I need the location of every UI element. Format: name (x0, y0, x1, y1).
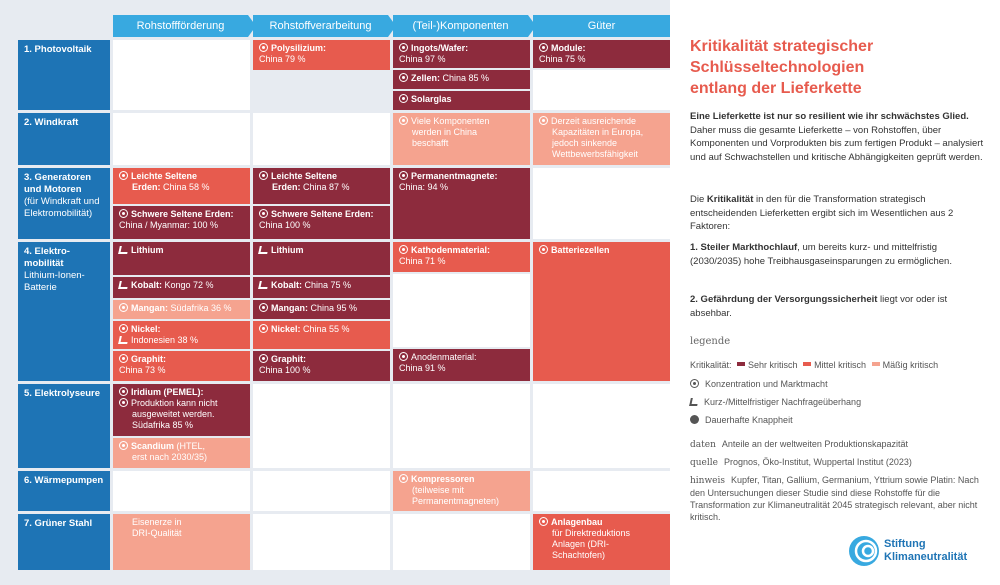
concentration-icon (119, 324, 128, 333)
concentration-icon (399, 352, 408, 361)
box-wind-gueter: Derzeit ausreichende Kapazitäten in Europa, jedoch sinkende Wettbewerbsfähigkeit (533, 113, 670, 165)
concentration-icon (259, 324, 268, 333)
concentration-icon (539, 245, 548, 254)
empty-cell (253, 471, 390, 511)
empty-cell (113, 40, 250, 110)
swatch-sehr-kritisch (737, 362, 745, 366)
concentration-icon (399, 94, 408, 103)
box-module: Module: China 75 % (533, 40, 670, 68)
box-ingots-wafer: Ingots/Wafer: China 97 % (393, 40, 530, 68)
demand-icon (118, 246, 129, 254)
demand-icon (258, 281, 269, 289)
concentration-icon (119, 171, 128, 180)
concentration-icon (259, 354, 268, 363)
legend-kritikalitaet: Kritikalität: Sehr kritisch Mittel kritisch Mäßig kritisch (690, 360, 939, 370)
empty-cell (253, 514, 390, 570)
row-label-elektromobilitaet: 4. Elektro-mobilität Lithium-Ionen-Batterie (18, 242, 110, 381)
empty-cell (393, 384, 530, 468)
demand-icon (689, 398, 699, 406)
concentration-icon (119, 354, 128, 363)
box-sse-verarbeitung: Schwere Seltene Erden: China 100 % (253, 206, 390, 239)
empty-cell (253, 384, 390, 468)
row-label-windkraft: 2. Windkraft (18, 113, 110, 165)
box-polysilizium: Polysilizium: China 79 % (253, 40, 390, 70)
concentration-icon (119, 209, 128, 218)
legend-konzentration: Konzentration und Marktmacht (690, 378, 985, 390)
box-permanentmagnete: Permanentmagnete: China: 94 % (393, 168, 530, 239)
concentration-icon (539, 517, 548, 526)
box-mangan-foerderung: Mangan: Südafrika 36 % (113, 300, 250, 319)
concentration-icon (259, 171, 268, 180)
row-label-waermepumpen: 6. Wärmepumpen (18, 471, 110, 511)
box-anodenmaterial: Anodenmaterial: China 91 % (393, 349, 530, 381)
demand-icon (118, 336, 129, 344)
box-nickel-foerderung: Nickel: Indonesien 38 % (113, 321, 250, 349)
box-iridium: Iridium (PEMEL): Produktion kann nicht ausgeweitet werden. Südafrika 85 % (113, 384, 250, 436)
row-label-photovoltaik: 1. Photovoltaik (18, 40, 110, 110)
concentration-icon (539, 116, 548, 125)
panel-paragraph-2: Die Kritikalität in den für die Transformation strategisch entscheidenden Lieferketten ergibt sich im Wesentlichen aus 2 Faktoren: (690, 194, 954, 232)
box-lithium-verarbeitung: Lithium (253, 242, 390, 275)
concentration-icon (259, 43, 268, 52)
panel-title: Kritikalität strategischer Schlüsseltechnologien entlang der Lieferkette (690, 38, 874, 97)
box-kobalt-foerderung: Kobalt: Kongo 72 % (113, 277, 250, 298)
box-scandium: Scandium (HTEL, erst nach 2030/35) (113, 438, 250, 468)
swatch-maessig-kritisch (872, 362, 880, 366)
box-wind-komponenten: Viele Komponenten werden in China beschafft (393, 113, 530, 165)
scarcity-icon (690, 415, 699, 424)
stiftung-logo-text: Stiftung Klimaneutralität (884, 538, 968, 563)
box-kompressoren: Kompressoren (teilweise mit Permanentmagneten) (393, 471, 530, 511)
box-solarglas: Solarglas (393, 91, 530, 110)
row-label-generatoren: 3. Generatoren und Motoren (für Windkraft und Elektromobilität) (18, 168, 110, 239)
source-quelle: quelle Prognos, Öko-Institut, Wuppertal Institut (2023) (690, 457, 912, 468)
scarcity-icon (119, 398, 128, 407)
concentration-icon (399, 245, 408, 254)
empty-cell (393, 274, 530, 347)
source-daten: daten Anteile an der weltweiten Produktionskapazität (690, 439, 908, 450)
panel-paragraph-4: 2. Gefährdung der Versorgungssicherheit liegt vor oder ist absehbar. (690, 294, 948, 319)
row-label-elektrolyseure: 5. Elektrolyseure (18, 384, 110, 468)
stage-rohstofffoerderung: Rohstoffförderung (113, 15, 248, 37)
stiftung-logo-icon (848, 535, 880, 567)
box-graphit-verarbeitung: Graphit: China 100 % (253, 351, 390, 381)
box-batteriezellen: Batteriezellen (533, 242, 670, 381)
box-mangan-verarbeitung: Mangan: China 95 % (253, 300, 390, 319)
concentration-icon (259, 303, 268, 312)
panel-paragraph-3: 1. Steiler Markthochlauf, um bereits kurz- und mittelfristig (2030/2035) hohe Treibhausgaseinsparungen zu ermöglichen. (690, 242, 952, 267)
concentration-icon (539, 43, 548, 52)
box-lithium-foerderung: Lithium (113, 242, 250, 275)
demand-icon (258, 246, 269, 254)
box-zellen: Zellen: China 85 % (393, 70, 530, 89)
empty-cell (113, 113, 250, 165)
concentration-icon (119, 441, 128, 450)
stage-komponenten: (Teil-)Komponenten (393, 15, 528, 37)
demand-icon (118, 281, 129, 289)
empty-cell (533, 70, 670, 110)
concentration-icon (259, 209, 268, 218)
empty-cell (533, 471, 670, 511)
box-eisenerze: Eisenerze in DRI-Qualität (113, 514, 250, 570)
concentration-icon (119, 303, 128, 312)
box-graphit-foerderung: Graphit: China 73 % (113, 351, 250, 381)
concentration-icon (399, 116, 408, 125)
legend-heading: legende (690, 336, 731, 347)
panel-paragraph-1: Eine Lieferkette ist nur so resilient wie ihr schwächstes Glied. Daher muss die gesamte Lieferkette – von Rohstoffen, über Komponenten und Vorprodukten bis zum fertigen Produkt – analysiert und auf Schwachstellen und kritische Abhängigkeiten geprüft werden. (690, 111, 984, 163)
legend-knappheit: Dauerhafte Knappheit (690, 414, 985, 426)
box-nickel-verarbeitung: Nickel: China 55 % (253, 321, 390, 349)
empty-cell (253, 113, 390, 165)
legend-nachfrage: Kurz-/Mittelfristiger Nachfrageüberhang (690, 396, 985, 408)
empty-cell (533, 384, 670, 468)
box-sse-foerderung: Schwere Seltene Erden: China / Myanmar: 100 % (113, 206, 250, 239)
concentration-icon (399, 171, 408, 180)
empty-cell (533, 168, 670, 239)
source-hinweis: hinweis Kupfer, Titan, Gallium, Germanium, Yttrium sowie Platin: Nach den Untersuchungen dieser Studie sind diese Rohstoffe für die Transformation zur Klimaneutralität 2045 strategisch relevant, aber nicht kritisch. (690, 475, 979, 522)
empty-cell (113, 471, 250, 511)
concentration-icon (399, 73, 408, 82)
stage-rohstoffverarbeitung: Rohstoffverarbeitung (253, 15, 388, 37)
row-label-gruener-stahl: 7. Grüner Stahl (18, 514, 110, 570)
box-kobalt-verarbeitung: Kobalt: China 75 % (253, 277, 390, 298)
concentration-icon (399, 43, 408, 52)
box-lse-foerderung: Leichte Seltene Erden: China 58 % (113, 168, 250, 204)
box-lse-verarbeitung: Leichte Seltene Erden: China 87 % (253, 168, 390, 204)
concentration-icon (119, 387, 128, 396)
box-anlagenbau: Anlagenbau für Direktreduktions Anlagen (DRI- Schachtofen) (533, 514, 670, 570)
stage-gueter: Güter (533, 15, 670, 37)
empty-cell (393, 514, 530, 570)
concentration-icon (399, 474, 408, 483)
box-kathodenmaterial: Kathodenmaterial: China 71 % (393, 242, 530, 272)
concentration-icon (690, 379, 699, 388)
swatch-mittel-kritisch (803, 362, 811, 366)
